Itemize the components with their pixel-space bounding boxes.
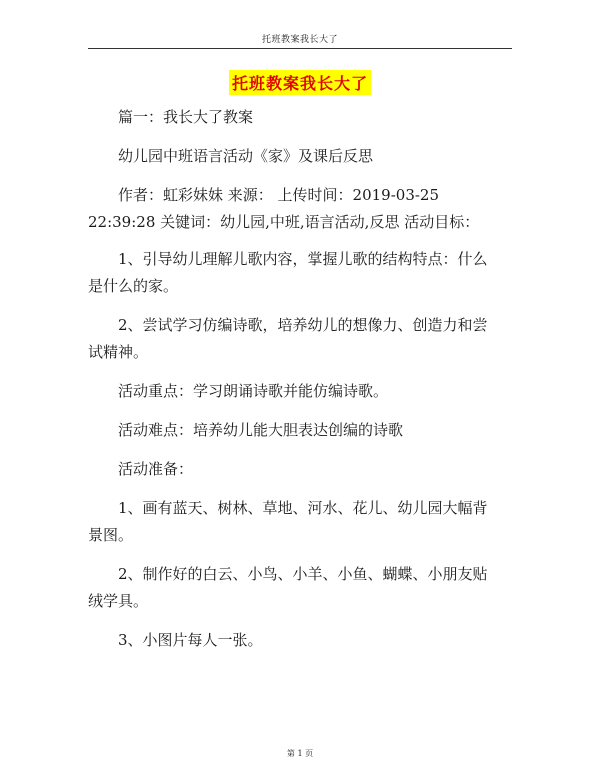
- title-container: [0, 70, 600, 95]
- difficulty: 活动难点：培养幼儿能大胆表达创编的诗歌: [118, 421, 404, 439]
- preparation-heading: 活动准备：: [118, 460, 194, 478]
- preparation-item-3: 3、小图片每人一张。: [118, 631, 263, 649]
- document-title: 托班教案我长大了: [229, 70, 371, 95]
- section-heading: 篇一：我长大了教案: [118, 108, 254, 126]
- objective-2: 2、尝试学习仿编诗歌，培养幼儿的想像力、创造力和尝试精神。: [88, 316, 488, 361]
- article-metadata: 作者：虹彩妹妹 来源： 上传时间：2019-03-25 22:39:28 关键词：幼儿园,中班,语言活动,反思 活动目标：: [88, 186, 480, 231]
- objective-1: 1、引导幼儿理解儿歌内容，掌握儿歌的结构特点：什么是什么的家。: [88, 250, 488, 295]
- header-divider: [88, 48, 512, 49]
- preparation-item-1: 1、画有蓝天、树林、草地、河水、花儿、幼儿园大幅背景图。: [88, 499, 488, 544]
- key-point: 活动重点：学习朗诵诗歌并能仿编诗歌。: [118, 382, 389, 400]
- lesson-title: 幼儿园中班语言活动《家》及课后反思: [118, 147, 374, 165]
- page-number: 第 1 页: [286, 749, 314, 758]
- preparation-item-2: 2、制作好的白云、小鸟、小羊、小鱼、蝴蝶、小朋友贴绒学具。: [88, 565, 488, 610]
- document-body: [88, 104, 502, 666]
- running-header: 托班教案我长大了: [261, 35, 338, 45]
